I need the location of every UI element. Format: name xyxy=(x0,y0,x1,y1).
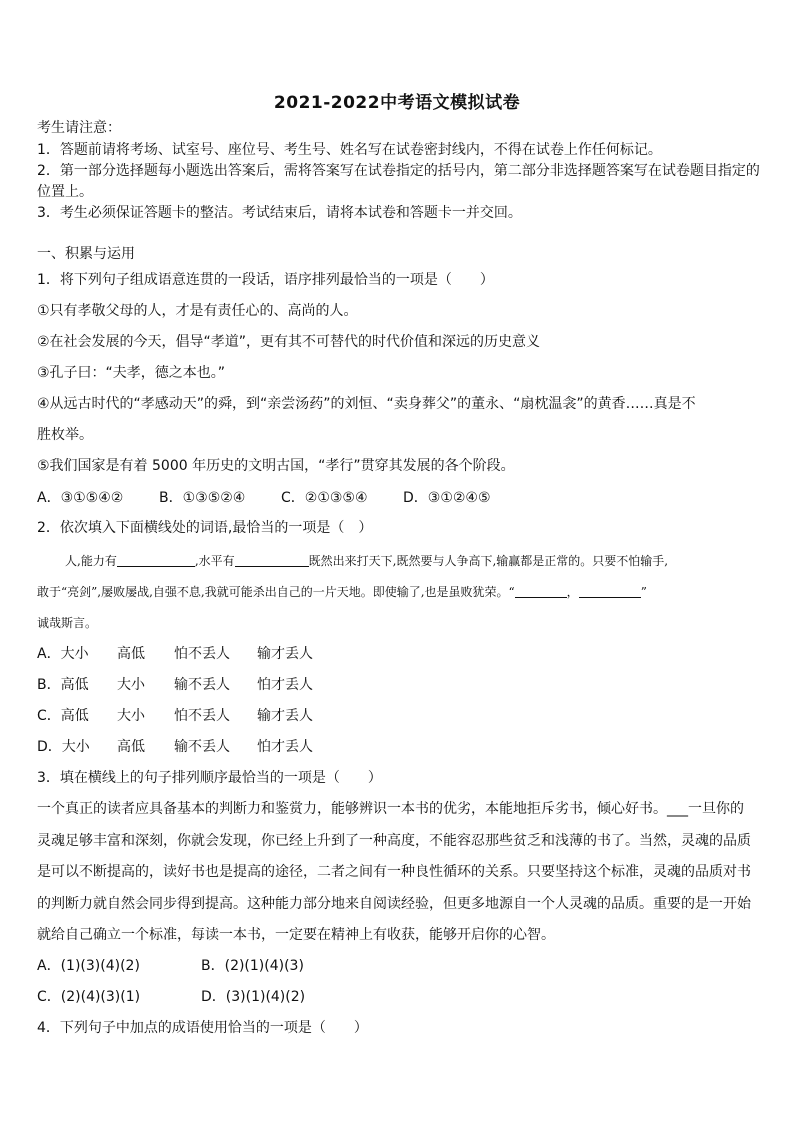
q1-sentence-1: ①只有孝敬父母的人，才是有责任心的、高尚的人。 xyxy=(37,303,358,319)
q1-options xyxy=(37,488,491,508)
page-title: 2021-2022中考语文模拟试卷 xyxy=(273,93,521,113)
q2-blank-3[interactable] xyxy=(515,583,567,598)
q2-blank-4[interactable] xyxy=(579,583,641,598)
q3-option-b[interactable]: B．(2)(1)(4)(3) xyxy=(201,958,304,974)
q1-sentence-4-cont: 胜枚举。 xyxy=(37,427,93,443)
notice-item: 2．第一部分选择题每小题选出答案后，需将答案写在试卷指定的括号内，第二部分非选择题答案写在试卷题目指定的 xyxy=(37,163,760,179)
q3-passage-line: 一个真正的读者应具备基本的判断力和鉴赏力，能够辨识一本书的优劣，本能地拒斥劣书，倾心好书。___一旦你的 xyxy=(37,801,744,817)
q3-passage-line: 是可以不断提高的，读好书也是提高的途径，二者之间有一种良性循环的关系。只要坚持这个标准，灵魂的品质对书 xyxy=(37,864,751,880)
q2-blank-2[interactable] xyxy=(235,552,309,567)
q1-option-d[interactable]: D．③①②④⑤ xyxy=(403,490,491,506)
q1-option-a[interactable]: A．③①⑤④② xyxy=(37,490,124,506)
notice-item: 3．考生必须保证答题卡的整洁。考试结束后，请将本试卷和答题卡一并交回。 xyxy=(37,205,522,221)
question-1-stem: 1．将下列句子组成语意连贯的一段话，语序排列最恰当的一项是（ ） xyxy=(37,272,494,288)
q1-option-b[interactable]: B．①③⑤②④ xyxy=(159,490,246,506)
q1-sentence-5: ⑤我们国家是有着 5000 年历史的文明古国，“孝行”贯穿其发展的各个阶段。 xyxy=(37,458,515,474)
q1-sentence-2: ②在社会发展的今天，倡导“孝道”，更有其不可替代的时代价值和深远的历史意义 xyxy=(37,334,541,350)
q1-sentence-3: ③孔子曰：“夫孝，德之本也。” xyxy=(37,365,226,381)
q2-passage-line-3: 诚哉斯言。 xyxy=(37,616,98,630)
q3-passage-line: 就给自己确立一个标准，每读一本书，一定要在精神上有收获，能够开启你的心智。 xyxy=(37,927,555,943)
question-3-stem: 3．填在横线上的句子排列顺序最恰当的一项是（ ） xyxy=(37,770,382,786)
notice-item: 位置上。 xyxy=(37,184,93,200)
notice-item: 1．答题前请将考场、试室号、座位号、考生号、姓名写在试卷密封线内，不得在试卷上作任何标记。 xyxy=(37,142,662,158)
q3-option-d[interactable]: D．(3)(1)(4)(2) xyxy=(201,989,306,1005)
q2-option-c[interactable]: C．高低 大小 怕不丢人 输才丢人 xyxy=(37,708,313,724)
q2-passage-line-1: 人,能力有 ,水平有 既然出来打天下,既然要与人争高下,输赢都是正常的。只要不怕输手, xyxy=(65,554,669,568)
q3-option-c[interactable]: C．(2)(4)(3)(1) xyxy=(37,989,141,1005)
notice-heading: 考生请注意： xyxy=(37,120,121,136)
q3-passage-line: 的判断力就自然会同步得到提高。这种能力部分地来自阅读经验，但更多地源自一个人灵魂的品质。重要的是一开始 xyxy=(37,896,751,912)
q1-option-c[interactable]: C．②①③⑤④ xyxy=(281,490,368,506)
q2-option-b[interactable]: B．高低 大小 输不丢人 怕才丢人 xyxy=(37,677,313,693)
q3-options-row-2 xyxy=(37,987,305,1007)
q3-options-row-1 xyxy=(37,956,304,976)
q3-option-a[interactable]: A．(1)(3)(4)(2) xyxy=(37,958,140,974)
question-2-stem: 2．依次填入下面横线处的词语,最恰当的一项是（ ） xyxy=(37,520,373,536)
q1-sentence-4: ④从远古时代的“孝感动天”的舜，到“亲尝汤药”的刘恒、“卖身葬父”的董永、“扇枕温衾”的黄香……真是不 xyxy=(37,396,696,412)
q2-passage-line-2: 敢于“亮剑”,屡败屡战,自强不息,我就可能杀出自己的一片天地。即使输了,也是虽败犹荣。“ ， ” xyxy=(37,585,647,599)
q2-option-a[interactable]: A．大小 高低 怕不丢人 输才丢人 xyxy=(37,646,313,662)
q2-blank-1[interactable] xyxy=(117,552,195,567)
section-heading: 一、积累与运用 xyxy=(37,246,135,262)
question-4-stem: 4．下列句子中加点的成语使用恰当的一项是（ ） xyxy=(37,1020,368,1036)
q3-passage-line: 灵魂足够丰富和深刻，你就会发现，你已经上升到了一种高度，不能容忍那些贫乏和浅薄的书了。当然，灵魂的品质 xyxy=(37,833,751,849)
q2-option-d[interactable]: D．大小 高低 输不丢人 怕才丢人 xyxy=(37,739,313,755)
